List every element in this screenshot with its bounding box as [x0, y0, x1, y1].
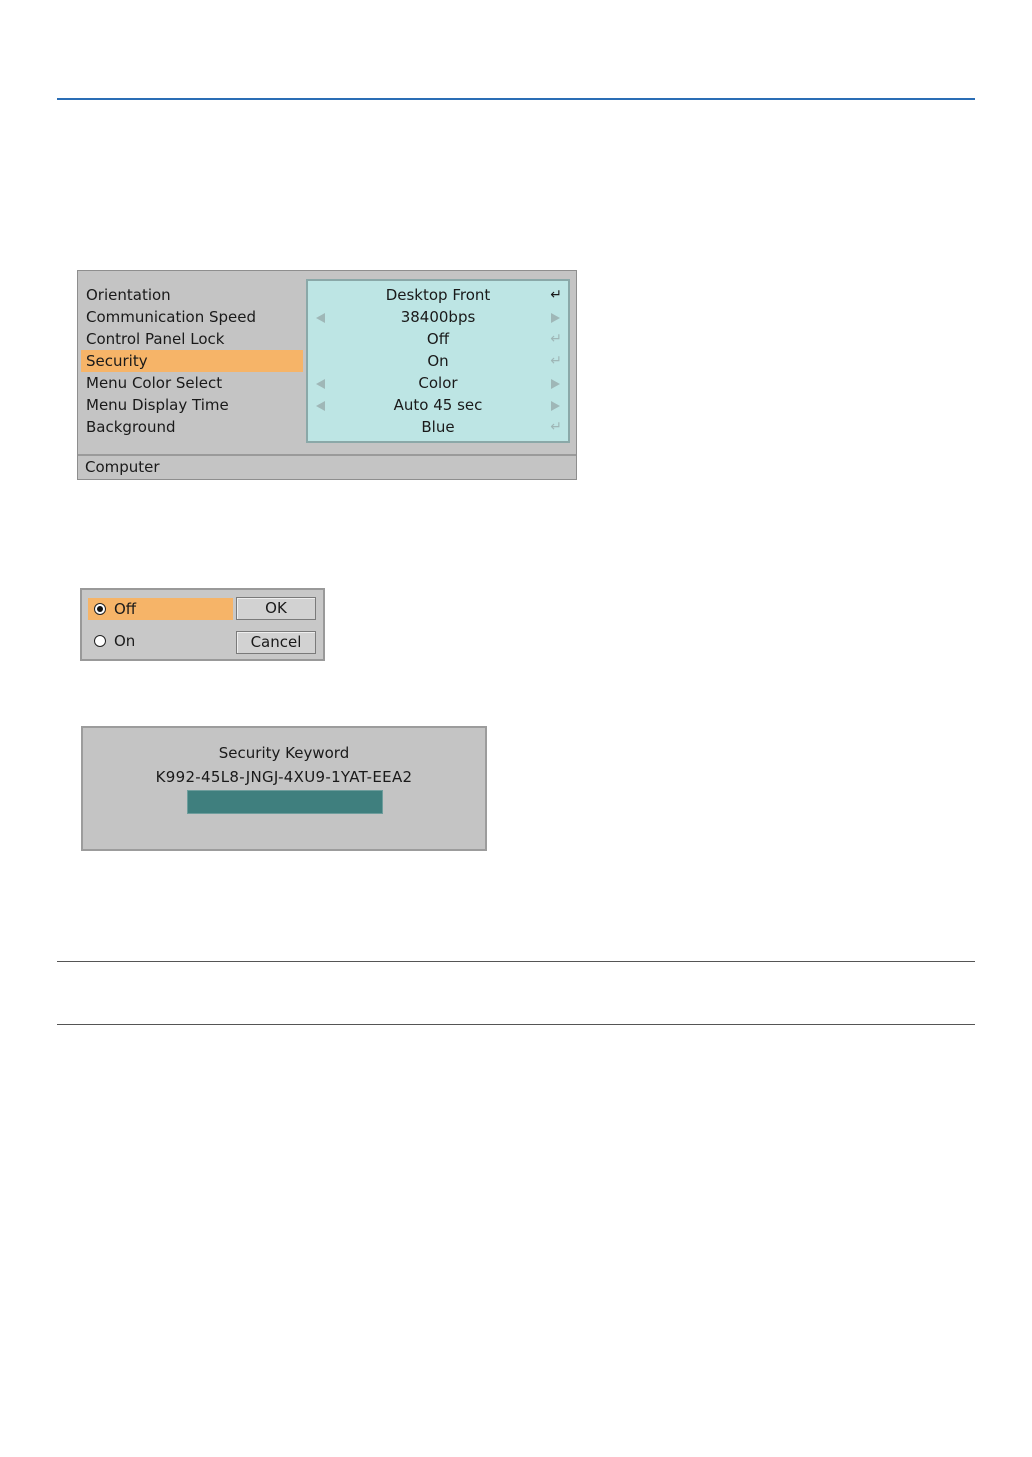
- right-arrow-icon[interactable]: [551, 379, 560, 389]
- radio-checked-icon[interactable]: [94, 603, 106, 615]
- value-row-security[interactable]: [308, 350, 568, 372]
- value-row-menu-color-select[interactable]: [308, 372, 568, 394]
- header-rule: [57, 98, 975, 100]
- menu-item-background[interactable]: Background: [86, 418, 176, 436]
- keyword-code: K992-45L8-JNGJ-4XU9-1YAT-EEA2: [155, 768, 413, 786]
- security-option-on[interactable]: [88, 630, 233, 652]
- menu-item-menu-color-select[interactable]: Menu Color Select: [86, 374, 223, 392]
- security-keyword-dialog: [81, 726, 487, 851]
- menu-labels-column: [81, 284, 303, 438]
- keyword-input[interactable]: [187, 790, 383, 814]
- control-panel-lock-value: Off: [426, 330, 450, 348]
- enter-icon: ↵: [550, 353, 562, 369]
- menu-item-security[interactable]: Security: [81, 350, 303, 372]
- value-row-orientation[interactable]: [308, 284, 568, 306]
- cancel-button[interactable]: Cancel: [236, 631, 316, 654]
- orientation-value: Desktop Front: [385, 286, 491, 304]
- security-option-off[interactable]: [88, 598, 233, 620]
- security-option-on-label: On: [114, 632, 136, 650]
- menu-display-time-value: Auto 45 sec: [393, 396, 483, 414]
- menu-item-menu-display-time[interactable]: Menu Display Time: [86, 396, 229, 414]
- value-row-menu-display-time[interactable]: [308, 394, 568, 416]
- menu-item-orientation[interactable]: Orientation: [86, 286, 171, 304]
- background-value: Blue: [421, 418, 455, 436]
- menu-item-control-panel-lock[interactable]: Control Panel Lock: [86, 330, 225, 348]
- right-arrow-icon[interactable]: [551, 401, 560, 411]
- menu-item-communication-speed[interactable]: Communication Speed: [86, 308, 257, 326]
- enter-icon: ↵: [550, 287, 562, 303]
- value-row-communication-speed[interactable]: [308, 306, 568, 328]
- radio-unchecked-icon[interactable]: [94, 635, 106, 647]
- value-row-control-panel-lock[interactable]: [308, 328, 568, 350]
- right-arrow-icon[interactable]: [551, 313, 560, 323]
- section-rule-bottom: [57, 1024, 975, 1025]
- setup-menu-panel: [77, 270, 577, 480]
- enter-icon: ↵: [550, 419, 562, 435]
- menu-color-select-value: Color: [418, 374, 458, 392]
- security-option-off-label: Off: [114, 600, 137, 618]
- keyword-dialog-title: Security Keyword: [218, 744, 350, 762]
- menu-status-bar: Computer: [78, 454, 576, 479]
- value-row-background[interactable]: [308, 416, 568, 438]
- enter-icon: ↵: [550, 331, 562, 347]
- menu-values-column: [306, 279, 570, 443]
- security-dialog: [80, 588, 325, 661]
- communication-speed-value: 38400bps: [400, 308, 476, 326]
- security-value: On: [427, 352, 449, 370]
- section-rule-top: [57, 961, 975, 962]
- ok-button[interactable]: OK: [236, 597, 316, 620]
